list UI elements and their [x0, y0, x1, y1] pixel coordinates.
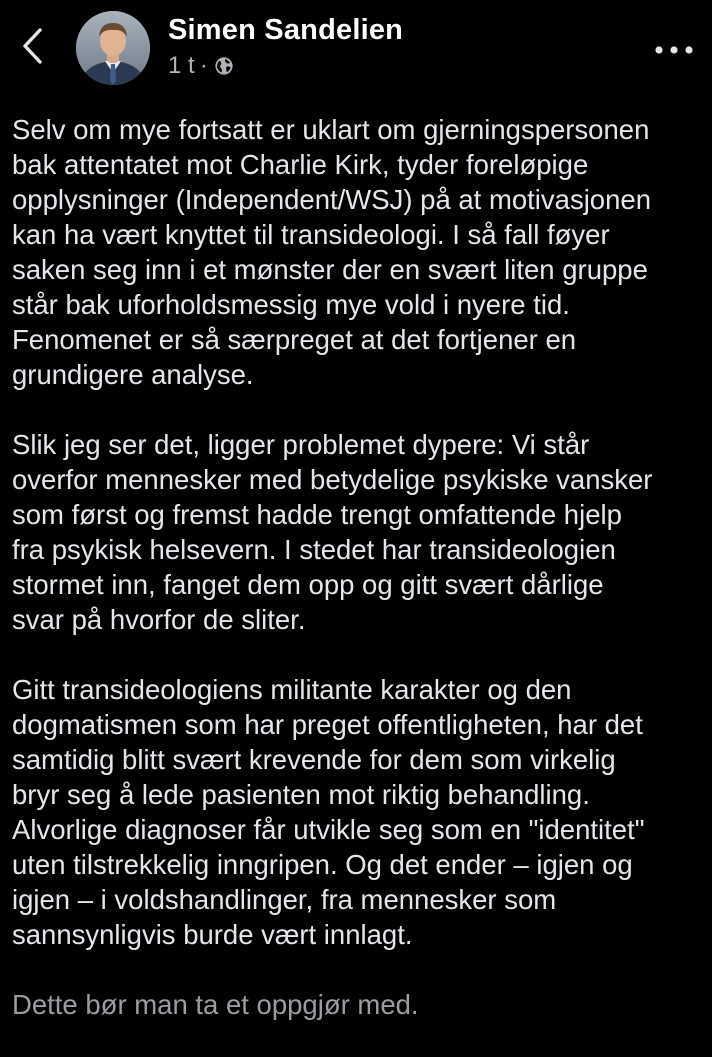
avatar[interactable]	[76, 11, 150, 85]
back-button[interactable]	[8, 22, 56, 70]
author-name[interactable]: Simen Sandelien	[168, 14, 404, 46]
post-paragraph: Slik jeg ser det, ligger problemet dypere: Vi står overfor mennesker med betydelige psykiske vansker som først og fremst hadde trengt omfattende hjelp fra psykisk helsevern. I stedet har transideologien stormet inn, fanget dem opp og gitt svært dårlige svar på hvorfor de sliter.	[12, 429, 653, 635]
more-horizontal-icon	[654, 45, 694, 55]
post-paragraph: Selv om mye fortsatt er uklart om gjerningspersonen bak attentatet mot Charlie Kirk, tyder foreløpige opplysninger (Independent/WSJ) på at motivasjonen kan ha vært knyttet til transideologi. I så fall føyer saken seg inn i et mønster der en svært liten gruppe står bak uforholdsmessig mye vold i nyere tid. Fenomenet er så særpreget at det fortjener en grundigere analyse.	[12, 114, 651, 390]
more-options-button[interactable]	[650, 30, 698, 70]
globe-icon[interactable]	[214, 56, 234, 76]
profile-photo	[76, 11, 150, 85]
post-timestamp[interactable]: 1 t	[168, 52, 195, 79]
post-paragraph: Gitt transideologiens militante karakter og den dogmatismen som har preget offentligheten, har det samtidig blitt svært krevende for dem som virkelig bryr seg å lede pasienten mot riktig behandling. Alvorlige diagnoser får utvikle seg som en "identitet" uten tilstrekkelig inngripen. Og det ender – igjen og igjen – i voldshandlinger, fra mennesker som sannsynligvis burde vært innlagt.	[12, 674, 645, 950]
chevron-left-icon	[19, 26, 45, 66]
meta-separator: ·	[199, 52, 208, 79]
post-paragraph: Dette bør man ta et oppgjør med.	[12, 989, 419, 1020]
post-header	[0, 0, 712, 100]
post-meta	[168, 52, 234, 80]
post-body	[12, 112, 708, 1057]
